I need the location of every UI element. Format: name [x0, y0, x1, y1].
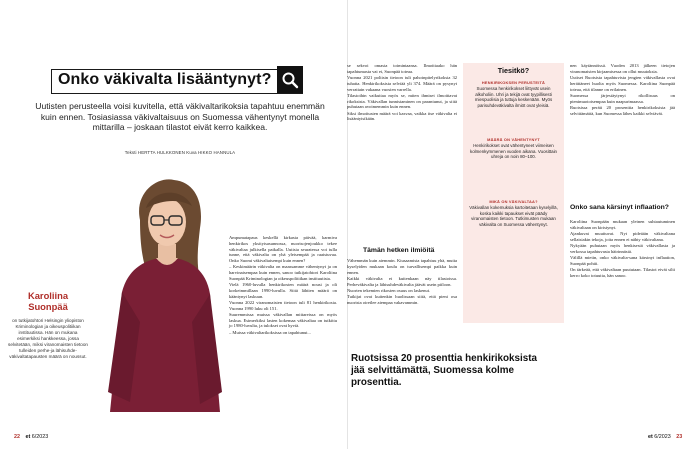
body-paragraph: Välillä mietin, onko väkivalta-sana kärsinyt inflaation, Suonpää pohtii.: [570, 255, 675, 266]
fact-sidebar: [463, 63, 564, 323]
profile-description: on tutkijatohtori Helsingin yliopiston Kriminologian ja oikeuspolitiikan instituutissa. Hän on mukana esimerkiksi hankkeessa, jossa selvitetään, miksi viranomaisten tietoon tulleiden perhe-ja lähisuhde-väkivaltatapausten määrä on noussut.: [8, 318, 88, 359]
body-paragraph: Ampumatapaus keskellä kirkasta päivää, karmiva henkirikos yksityisasunnossa, nuorisojenjoukko tekee väkivaltaa julkisella paikalla. Uutisia seuratessa voi tulla tunne, että väkivalta on yhä yleisempää ja raaistuvaa. Onko Suomi väkivaltaisempi kuin ennen?: [229, 235, 337, 263]
body-paragraph: Nuorten tekemien rikosten osuus on laskenut.: [347, 287, 431, 293]
body-paragraph: Vuonna 2022 viranomaisten tietoon tuli 81 henkirikosta. Vuonna 1990 luku oli 151.: [229, 299, 337, 311]
body-paragraph: Nykyään puhutaan myös henkisestä väkivallasta ja verkossa tapahtuvasta häirinnästä.: [570, 243, 675, 254]
body-paragraph: Vuonna 2021 poliisin tietoon tuli pahoinpitelyrikoksia 32 tuhatta. Henkirikoksista selviää yli 374. Määrä on pysynyt verrattain vakaana vuosien varrella.: [347, 75, 457, 92]
profile-name: Karoliina Suonpää: [27, 290, 69, 312]
article-lead: Uutisten perusteella voisi kuvitella, että väkivaltarikoksia tapahtuu enemmän kuin ennen. Tosiasiassa väkivaltaisuus on Suomessa vähentynyt monella mittarilla – joskaan tilastot eivät kerro kaikkea.: [35, 101, 325, 133]
body-paragraph: Suuremmissa muissa väkivallan mittareissa on myös laskua. Esimerkiksi lasten kokemaa väkivaltaa on tutkittu jo 1980-luvulta, ja tulokset ovat hyviä.: [229, 311, 337, 329]
body-paragraph: Siksi ilmoitusten määrä voi kasvaa, vaikka itse väkivalta ei lisääntyisikään.: [347, 110, 457, 122]
sidebar-heading: HENKIRIKOKSEN PERUSTEITÄ: [481, 80, 546, 85]
left-folio: [10, 434, 48, 440]
body-column-right-3: [570, 63, 675, 117]
body-column-left: [229, 235, 337, 336]
body-paragraph: – Keskimäärin väkivalta on maassamme vähentynyt ja on harvinaisempaa kuin ennen, sanoo tutkijatohtori Karoliina Suonpää Kriminologian ja oikeuspolitiikan instituutista.: [229, 264, 337, 281]
article-title: Onko väkivalta lisääntynyt?: [58, 71, 272, 88]
sidebar-text: Henkirikokset ovat vähentyneet viimeisen kolmenkymmenen vuoden aikana. Vuosittain uhreja on noin 80–100.: [470, 143, 557, 160]
body-column-right-1: [347, 63, 457, 123]
body-paragraph: Vielä 1960-luvulla henkirikosten määrä nousi ja oli korkeimmillaan 1990-luvulla. Siitä lähtien määrä on kääntynyt laskuun.: [229, 282, 337, 299]
body-paragraph: Uutiset Ruotsista tapahtuvista jengien väkivallasta ovat herättäneet huolta myös Suomessa. Karoliina Suonpää toteaa, että tilanne on erilainen.: [570, 75, 675, 92]
sidebar-text: Suomessa henkirikokset liittyvät usein alkoholiin. Uhri ja tekijä ovat tyypillisesti miespuolisia ja tuttuja keskenään. Myös parisuhdeväkivalta ilmiöt ovat yleisiä.: [474, 86, 553, 108]
right-magazine-name: et: [648, 434, 653, 440]
body-column-right-1b: [347, 258, 457, 306]
right-issue: 6/2023: [654, 434, 671, 440]
right-folio: [648, 434, 686, 440]
search-icon: [281, 71, 299, 89]
left-page-number: 22: [14, 434, 20, 440]
body-paragraph: – Muissa väkivaltarikoksissa on tapahtunut...: [229, 329, 311, 335]
body-paragraph: On tärkeää, että väkivaltaan puututaan. Tilastot eivät silti kerro koko totuutta, hän sanoo.: [570, 267, 675, 278]
body-paragraph: Tilastoihin vaikuttaa myös se, miten ihmiset ilmoittavat rikoksista. Väkivallan tunnistaminen on parantunut, ja siitä puhutaan avoimemmin kuin ennen.: [347, 92, 457, 110]
right-page-number: 23: [676, 434, 683, 440]
body-paragraph: Suomessa järjestäytynyt rikollisuus on pienimuotoisempaa kuin naapurimaassa.: [570, 92, 675, 104]
body-paragraph: Ajankuvat muuttuvat. Nyt pidetään väkivaltana sellaisiakin tekoja, joita ennen ei nähty väkivaltana.: [570, 231, 675, 242]
article-byline: Teksti HERTTA HULKKONEN Kuva HIKKO HANNULA: [124, 150, 236, 155]
sidebar-title: Tiesitkö?: [497, 66, 530, 75]
body-paragraph: Kaikki väkivalta ei kuitenkaan näy tilastoissa. Perheväkivalta ja lähisuhdeväkivalta jäävät usein piiloon.: [347, 275, 457, 287]
body-column-right-3b: [570, 219, 675, 279]
body-paragraph: nen käytännöissä. Vuoden 2013 jälkeen tietojen viranomaisten kirjaamisessa on ollut muutoksia.: [570, 63, 675, 74]
portrait-photo: [100, 172, 226, 412]
pull-quote: Ruotsissa 20 prosenttia henkirikoksista jää selvittämättä, Suomessa kolme prosenttia.: [351, 353, 538, 388]
body-paragraph: Karoliina Suonpään mukaan yleinen suhtautuminen väkivaltaan on kiristynyt.: [570, 219, 675, 230]
sidebar-heading: MÄÄRÄ ON VÄHENTYNYT: [487, 137, 540, 142]
body-paragraph: Ruotsissa peräti 20 prosenttia henkirikoksista jää selvittämättä, kun Suomessa lähes kaikki selviävät.: [570, 104, 675, 116]
sidebar-text: Väkivallan kokemuksia kartoitetaan kyselyillä, koska kaikki tapaukset eivät päädy viranomaisten tietoon. Tutkimusten mukaan väkivalta on Suomessa vähentynyt.: [469, 205, 558, 227]
subheading-middle: Tämän hetken ilmiöitä: [363, 247, 435, 254]
left-issue: 6/2023: [31, 434, 49, 440]
search-icon-box: [277, 66, 303, 93]
article-title-box: [51, 69, 303, 94]
body-paragraph: Tutkijat ovat kuitenkin huolissaan siitä, että pieni osa nuorista oireilee aiempaa vakavammin.: [347, 294, 457, 305]
body-paragraph: se sekvoi omasta toimintaansa. Ilmoittaako hän tapahtumasta vai ei, Suonpää toteaa.: [347, 63, 457, 74]
body-paragraph: Vähemmän kuin aiemmin. Kiusaamista tapahtuu yhä, mutta kyselyiden mukaan koulu on turvallisempi paikka kuin ennen.: [347, 258, 457, 275]
left-magazine-name: et: [25, 434, 31, 440]
sidebar-heading: MIKÄ ON VÄKIVALTAA?: [489, 199, 538, 204]
subheading-right: Onko sana kärsinyt inflaation?: [570, 204, 669, 211]
